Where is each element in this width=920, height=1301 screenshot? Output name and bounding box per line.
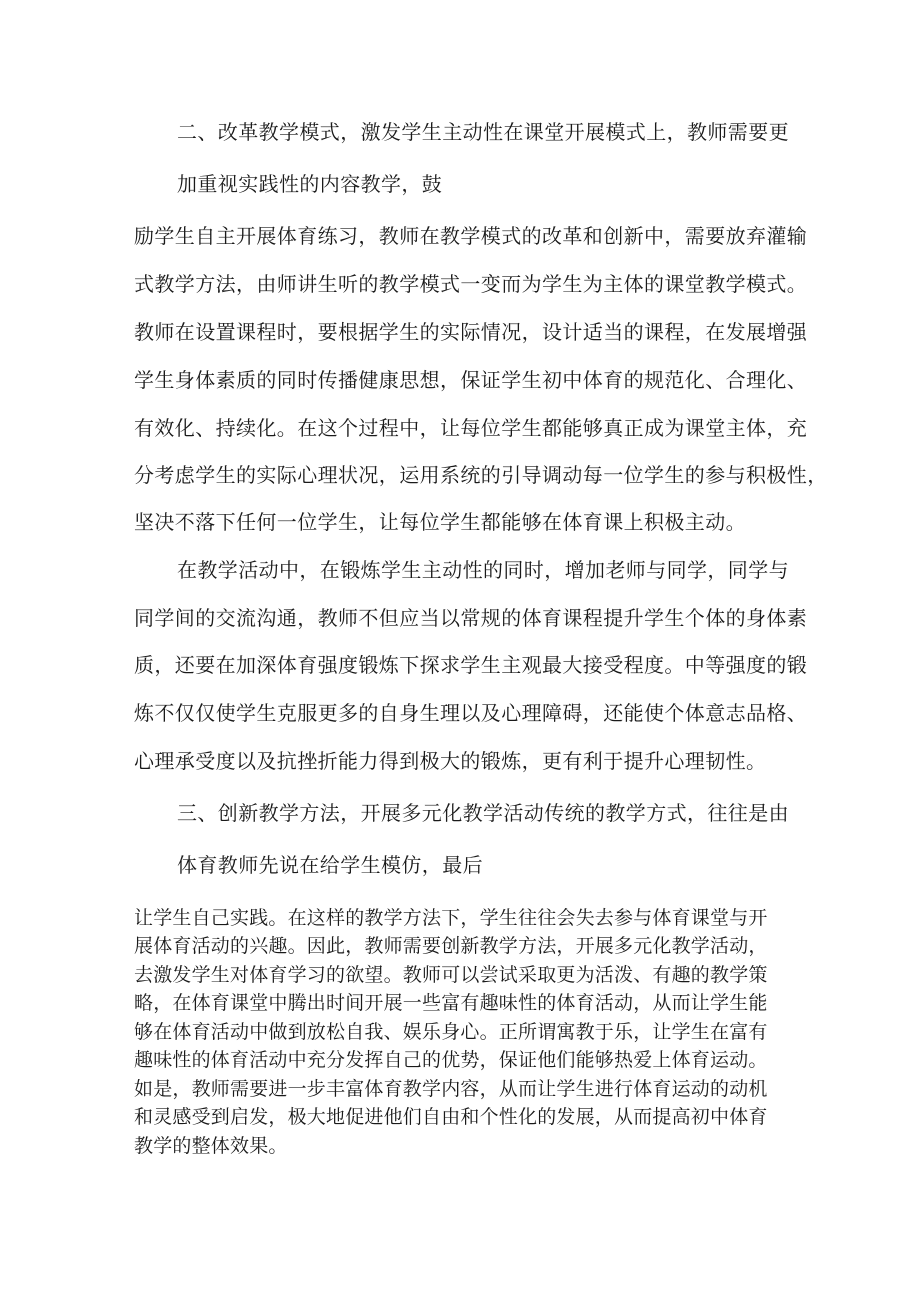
section3-para1-line: 趣味性的体育活动中充分发挥自己的优势，保证他们能够热爱上体育运动。 [134, 1049, 768, 1071]
section2-heading-line1: 二、改革教学模式，激发学生主动性在课堂开展模式上，教师需要更 [177, 120, 789, 144]
section2-para2-line: 炼不仅仅使学生克服更多的自身生理以及心理障碍，还能使个体意志品格、 [134, 701, 808, 725]
section3-para1-line: 展体育活动的兴趣。因此，教师需要创新教学方法，开展多元化教学活动， [134, 935, 768, 957]
section2-heading-line2: 加重视实践性的内容教学，鼓 [177, 172, 443, 196]
section2-para1-line: 分考虑学生的实际心理状况，运用系统的引导调动每一位学生的参与积极性， [134, 463, 828, 487]
section2-para2-line: 同学间的交流沟通，教师不但应当以常规的体育课程提升学生个体的身体素 [134, 606, 808, 630]
section2-para1-line: 式教学方法，由师讲生听的教学模式一变而为学生为主体的课堂教学模式。 [134, 272, 808, 296]
section3-para1-line: 如是，教师需要进一步丰富体育教学内容，从而让学生进行体育运动的动机 [134, 1078, 768, 1100]
section2-para1-line: 有效化、持续化。在这个过程中，让每位学生都能够真正成为课堂主体，充 [134, 416, 808, 440]
section3-para1-line: 去激发学生对体育学习的欲望。教师可以尝试采取更为活泼、有趣的教学策 [134, 964, 768, 986]
section3-para1-line: 和灵感受到启发，极大地促进他们自由和个性化的发展，从而提高初中体育 [134, 1106, 768, 1128]
section3-para1-line: 略，在体育课堂中腾出时间开展一些富有趣味性的体育活动，从而让学生能 [134, 992, 768, 1014]
section2-para2-line: 质，还要在加深体育强度锻炼下探求学生主观最大接受程度。中等强度的锻 [134, 653, 808, 677]
section2-para2-line: 心理承受度以及抗挫折能力得到极大的锻炼，更有利于提升心理韧性。 [134, 749, 767, 773]
section3-para1-line: 教学的整体效果。 [134, 1135, 288, 1157]
section3-heading-line1: 三、创新教学方法，开展多元化教学活动传统的教学方式，往往是由 [177, 801, 789, 825]
section2-para1-line: 励学生自主开展体育练习，教师在教学模式的改革和创新中，需要放弃灌输 [134, 224, 808, 248]
section3-para1-line: 让学生自己实践。在这样的教学方法下，学生往往会失去参与体育课堂与开 [134, 907, 768, 929]
section3-heading-line2: 体育教师先说在给学生模仿，最后 [177, 853, 483, 877]
section2-para1-line: 坚决不落下任何一位学生，让每位学生都能够在体育课上积极主动。 [134, 510, 746, 534]
section2-para2-line: 在教学活动中，在锻炼学生主动性的同时，增加老师与同学，同学与 [177, 558, 789, 582]
section3-para1-line: 够在体育活动中做到放松自我、娱乐身心。正所谓寓教于乐，让学生在富有 [134, 1021, 768, 1043]
section2-para1-line: 学生身体素质的同时传播健康思想，保证学生初中体育的规范化、合理化、 [134, 368, 808, 392]
section2-para1-line: 教师在设置课程时，要根据学生的实际情况，设计适当的课程，在发展增强 [134, 320, 808, 344]
